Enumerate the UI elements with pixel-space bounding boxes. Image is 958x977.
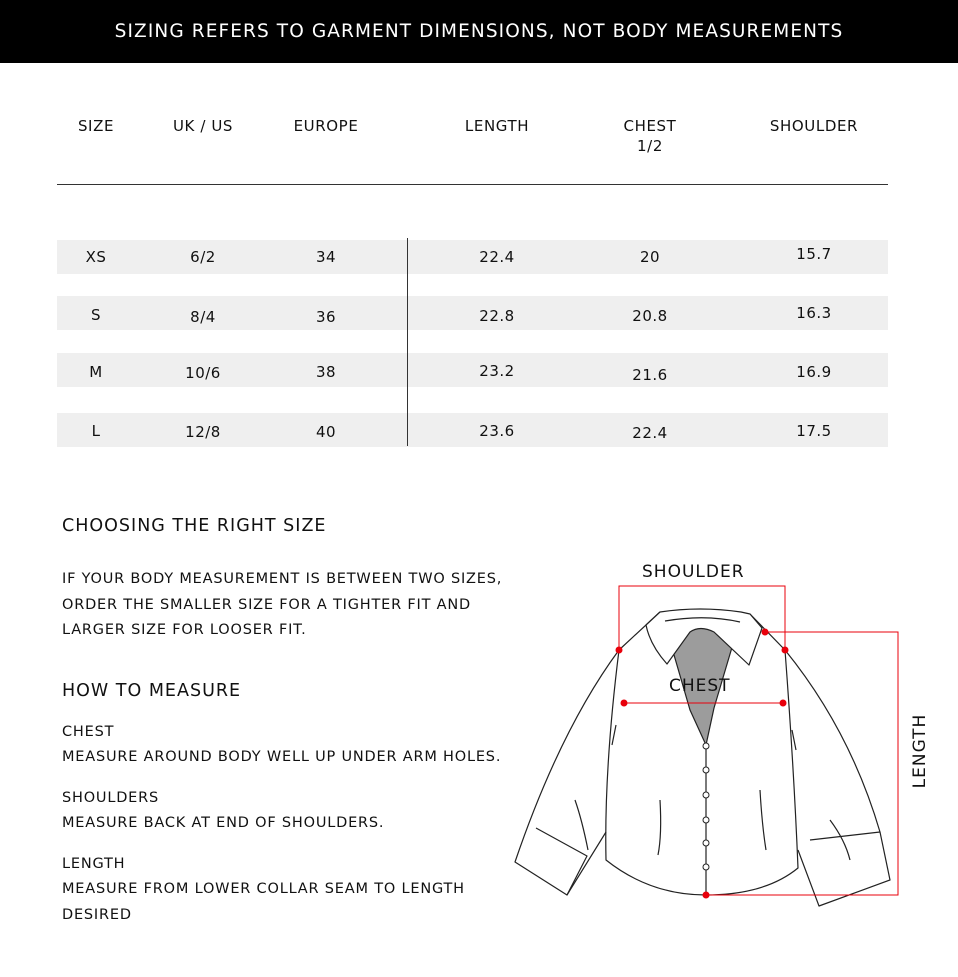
header-divider <box>57 184 888 185</box>
cell-size: XS <box>85 248 107 266</box>
chest-label: CHEST <box>669 676 731 696</box>
cell-europe: 38 <box>315 363 337 381</box>
cell-chest: 20 <box>639 248 661 266</box>
shoulders-text: MEASURE BACK AT END OF SHOULDERS. <box>62 815 385 831</box>
header-length: LENGTH <box>464 117 530 135</box>
choosing-title: CHOOSING THE RIGHT SIZE <box>62 516 327 536</box>
header-chest-label: CHEST <box>623 117 677 135</box>
chest-text: MEASURE AROUND BODY WELL UP UNDER ARM HOLES. <box>62 749 502 765</box>
length-text <box>62 877 465 928</box>
button <box>703 840 709 846</box>
header-shoulder: SHOULDER <box>769 117 859 135</box>
table-column-divider <box>407 238 408 446</box>
cell-uk-us: 12/8 <box>185 423 221 441</box>
marker-dot <box>703 892 710 899</box>
header-uk-us: UK / US <box>172 117 234 135</box>
button <box>703 792 709 798</box>
button <box>703 743 709 749</box>
button <box>703 767 709 773</box>
cell-length: 22.8 <box>479 307 515 325</box>
choosing-line: IF YOUR BODY MEASUREMENT IS BETWEEN TWO SIZES, <box>62 571 503 587</box>
length-line: DESIRED <box>62 906 132 923</box>
shoulder-label: SHOULDER <box>642 562 745 582</box>
length-title: LENGTH <box>62 856 126 872</box>
cell-size: M <box>89 363 103 381</box>
marker-dot <box>616 647 623 654</box>
sizing-banner: SIZING REFERS TO GARMENT DIMENSIONS, NOT BODY MEASUREMENTS <box>0 0 958 63</box>
cell-size: L <box>91 422 101 440</box>
how-to-measure-title: HOW TO MEASURE <box>62 681 242 701</box>
shoulders-title: SHOULDERS <box>62 790 160 806</box>
shirt-illustration <box>515 609 890 906</box>
marker-dot <box>621 700 628 707</box>
choosing-line: ORDER THE SMALLER SIZE FOR A TIGHTER FIT AND <box>62 596 472 613</box>
chest-title: CHEST <box>62 724 115 740</box>
shirt-diagram <box>500 550 920 920</box>
cell-uk-us: 6/2 <box>190 248 216 266</box>
cell-europe: 34 <box>315 248 337 266</box>
cell-shoulder: 15.7 <box>796 245 832 263</box>
cell-size: S <box>90 306 102 324</box>
table-row <box>57 353 888 387</box>
cell-chest: 21.6 <box>632 366 668 384</box>
header-europe: EUROPE <box>293 117 359 135</box>
cell-length: 23.6 <box>479 422 515 440</box>
marker-dot <box>762 629 769 636</box>
cell-europe: 40 <box>315 423 337 441</box>
choosing-line: LARGER SIZE FOR LOOSER FIT. <box>62 622 307 638</box>
length-label: LENGTH <box>910 713 930 789</box>
header-chest-sub: 1/2 <box>637 137 663 155</box>
cell-europe: 36 <box>315 308 337 326</box>
header-size: SIZE <box>77 117 115 135</box>
cell-chest: 22.4 <box>632 424 668 442</box>
marker-dot <box>780 700 787 707</box>
cell-uk-us: 10/6 <box>185 364 221 382</box>
header-chest <box>580 116 720 156</box>
cell-shoulder: 16.3 <box>796 304 832 322</box>
cell-uk-us: 8/4 <box>190 308 216 326</box>
table-row <box>57 240 888 274</box>
table-row <box>57 413 888 447</box>
marker-dot <box>782 647 789 654</box>
button <box>703 817 709 823</box>
cell-length: 22.4 <box>479 248 515 266</box>
length-line: MEASURE FROM LOWER COLLAR SEAM TO LENGTH <box>62 881 465 897</box>
cell-shoulder: 16.9 <box>796 363 832 381</box>
table-row <box>57 296 888 330</box>
cell-chest: 20.8 <box>632 307 668 325</box>
choosing-text <box>62 567 502 644</box>
cell-shoulder: 17.5 <box>796 422 832 440</box>
cell-length: 23.2 <box>479 362 515 380</box>
button <box>703 864 709 870</box>
